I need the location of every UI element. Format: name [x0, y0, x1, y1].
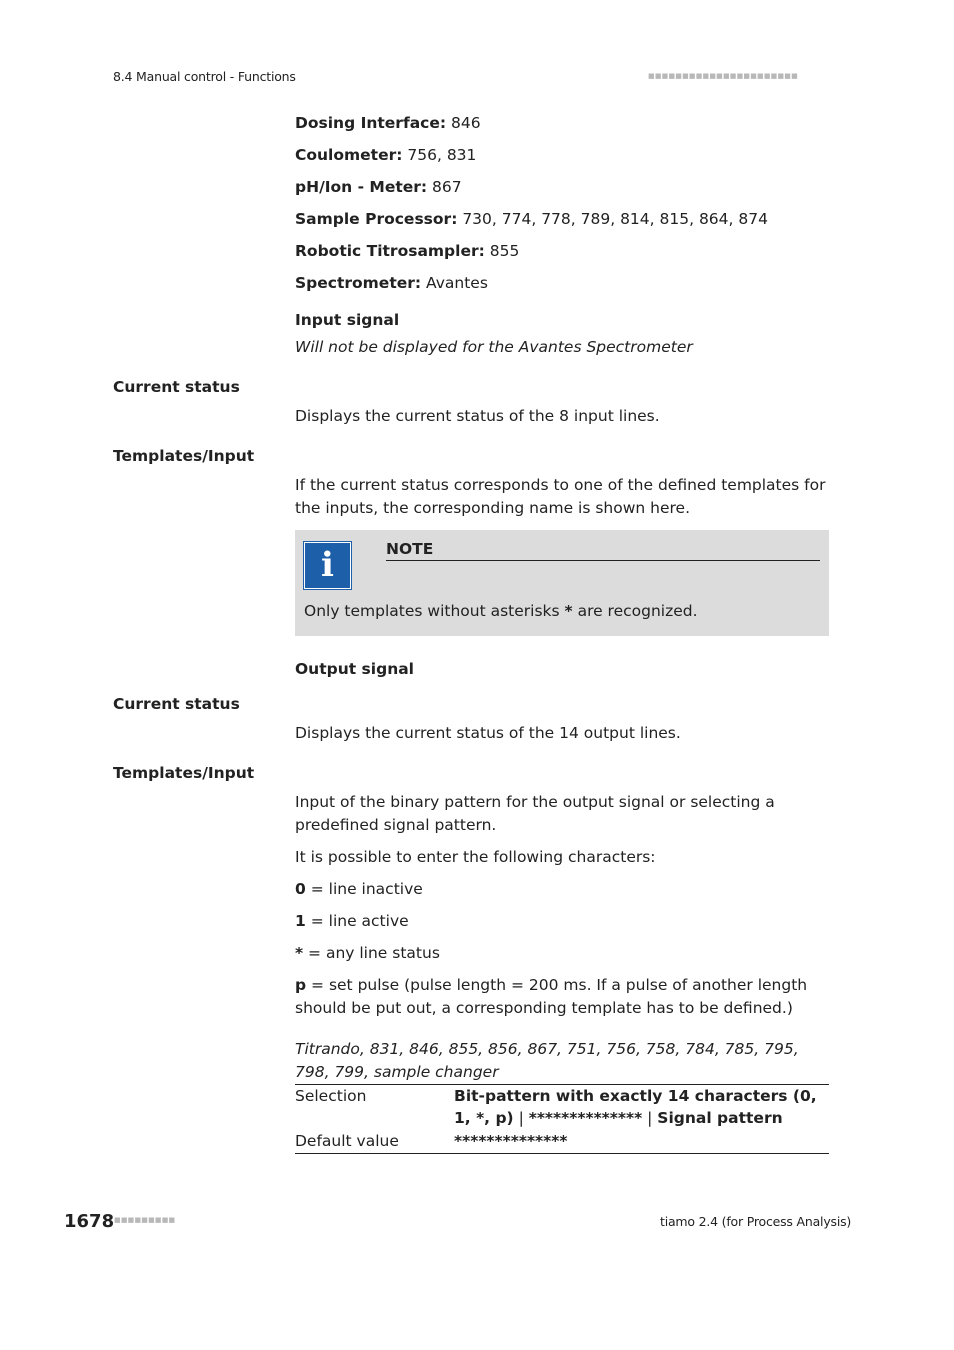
default-value-label: Default value: [295, 1132, 399, 1150]
note-title: NOTE: [386, 540, 820, 561]
input-current-status-text: Displays the current status of the 8 input lines.: [295, 407, 660, 425]
selection-value: Bit-pattern with exactly 14 characters (0, 1, *, p) | ************** | Signal pattern: [454, 1087, 817, 1127]
input-signal-heading: Input signal: [295, 311, 400, 329]
input-current-status-label: Current status: [113, 378, 240, 396]
note-box: [295, 530, 829, 636]
output-devices-note: Titrando, 831, 846, 855, 856, 867, 751, 756, 758, 784, 785, 795, 798, 799, sample changer: [295, 1040, 799, 1081]
output-templates-text: Input of the binary pattern for the output signal or selecting a predefined signal pattern.: [295, 793, 775, 834]
running-header-section: 8.4 Manual control - Functions: [113, 69, 296, 84]
selection-table: [295, 1084, 829, 1154]
device-line-ph-ion-meter: pH/Ion - Meter: 867: [295, 178, 462, 196]
device-line-sample-processor: Sample Processor: 730, 774, 778, 789, 814, 815, 864, 874: [295, 210, 768, 228]
char-line-asterisk: * = any line status: [295, 944, 440, 962]
info-icon: i: [304, 542, 351, 589]
footer-product: tiamo 2.4 (for Process Analysis): [660, 1214, 852, 1229]
output-current-status-label: Current status: [113, 695, 240, 713]
note-text: Only templates without asterisks * are recognized.: [304, 602, 698, 620]
page-number: 1678: [64, 1211, 115, 1232]
char-line-1: 1 = line active: [295, 912, 409, 930]
default-value: **************: [454, 1132, 568, 1150]
input-templates-text: If the current status corresponds to one of the defined templates for the inputs, the corresponding name is shown here.: [295, 476, 826, 517]
selection-label: Selection: [295, 1087, 367, 1105]
char-line-p: p = set pulse (pulse length = 200 ms. If a pulse of another length should be put out, a corresponding template has to be defined.): [295, 976, 808, 1017]
output-signal-heading: Output signal: [295, 660, 414, 678]
header-dots-decoration: ■■■■■■■■■■■■■■■■■■■■■■: [648, 72, 798, 80]
input-templates-label: Templates/Input: [113, 447, 255, 465]
device-line-spectrometer: Spectrometer: Avantes: [295, 274, 488, 292]
output-chars-intro: It is possible to enter the following characters:: [295, 848, 656, 866]
output-current-status-text: Displays the current status of the 14 output lines.: [295, 724, 681, 742]
device-line-coulometer: Coulometer: 756, 831: [295, 146, 477, 164]
input-signal-subtitle: Will not be displayed for the Avantes Spectrometer: [295, 338, 693, 356]
device-line-robotic-titrosampler: Robotic Titrosampler: 855: [295, 242, 520, 260]
footer-dots-decoration: ■■■■■■■■■: [114, 1216, 176, 1224]
device-line-dosing-interface: Dosing Interface: 846: [295, 114, 481, 132]
char-line-0: 0 = line inactive: [295, 880, 423, 898]
output-templates-label: Templates/Input: [113, 764, 255, 782]
